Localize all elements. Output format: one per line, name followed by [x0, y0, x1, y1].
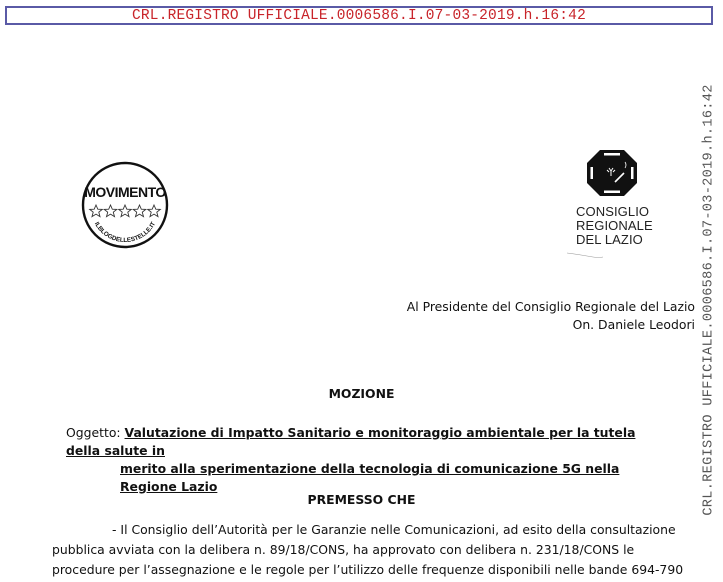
- logo-word: MOVIMENTO: [84, 184, 166, 200]
- addressee-block: [407, 298, 695, 334]
- movimento-logo-icon: [80, 160, 170, 250]
- body-line: pubblica avviata con la delibera n. 89/18/CONS, ha approvato con delibera n. 231/18/CONS le: [52, 542, 635, 557]
- consiglio-name-line: DEL LAZIO: [576, 232, 643, 247]
- registry-stamp-header: [5, 6, 713, 25]
- consiglio-emblem-icon: [585, 148, 639, 198]
- registry-stamp-vertical: [701, 40, 717, 560]
- body-line: procedure per l’assegnazione e le regole per l’utilizzo delle frequenze disponibili nelle bande 694-790: [52, 562, 684, 577]
- addressee-line-2: On. Daniele Leodori: [572, 317, 695, 332]
- consiglio-name-line: REGIONALE: [576, 218, 653, 233]
- body-paragraph: [52, 520, 690, 580]
- registry-stamp-text: CRL.REGISTRO UFFICIALE.0006586.I.07-03-2019.h.16:42: [132, 7, 586, 24]
- logo-ring-text: ILBLOGDELLESTELLE.IT: [92, 220, 158, 245]
- subject-line-2: merito alla sperimentazione della tecnologia di comunicazione 5G nella Regione Lazio: [120, 461, 620, 494]
- subject-line-1: Valutazione di Impatto Sanitario e monitoraggio ambientale per la tutela della salute in: [66, 425, 636, 458]
- consiglio-name-line: CONSIGLIO: [576, 204, 650, 219]
- section-heading: PREMESSO CHE: [307, 492, 416, 507]
- body-line: - Il Consiglio dell’Autorità per le Garanzie nelle Comunicazioni, ad esito della consultazione: [112, 522, 676, 537]
- document-title: MOZIONE: [328, 386, 395, 401]
- subject-label: Oggetto:: [66, 425, 125, 440]
- consiglio-name: [576, 205, 686, 247]
- addressee-line-1: Al Presidente del Consiglio Regionale del Lazio: [406, 299, 695, 314]
- registry-stamp-vertical-text: CRL.REGISTRO UFFICIALE.0006586.I.07-03-2019.h.16:42: [701, 84, 717, 516]
- subject-block: [66, 424, 666, 496]
- signature-scribble: [566, 252, 606, 258]
